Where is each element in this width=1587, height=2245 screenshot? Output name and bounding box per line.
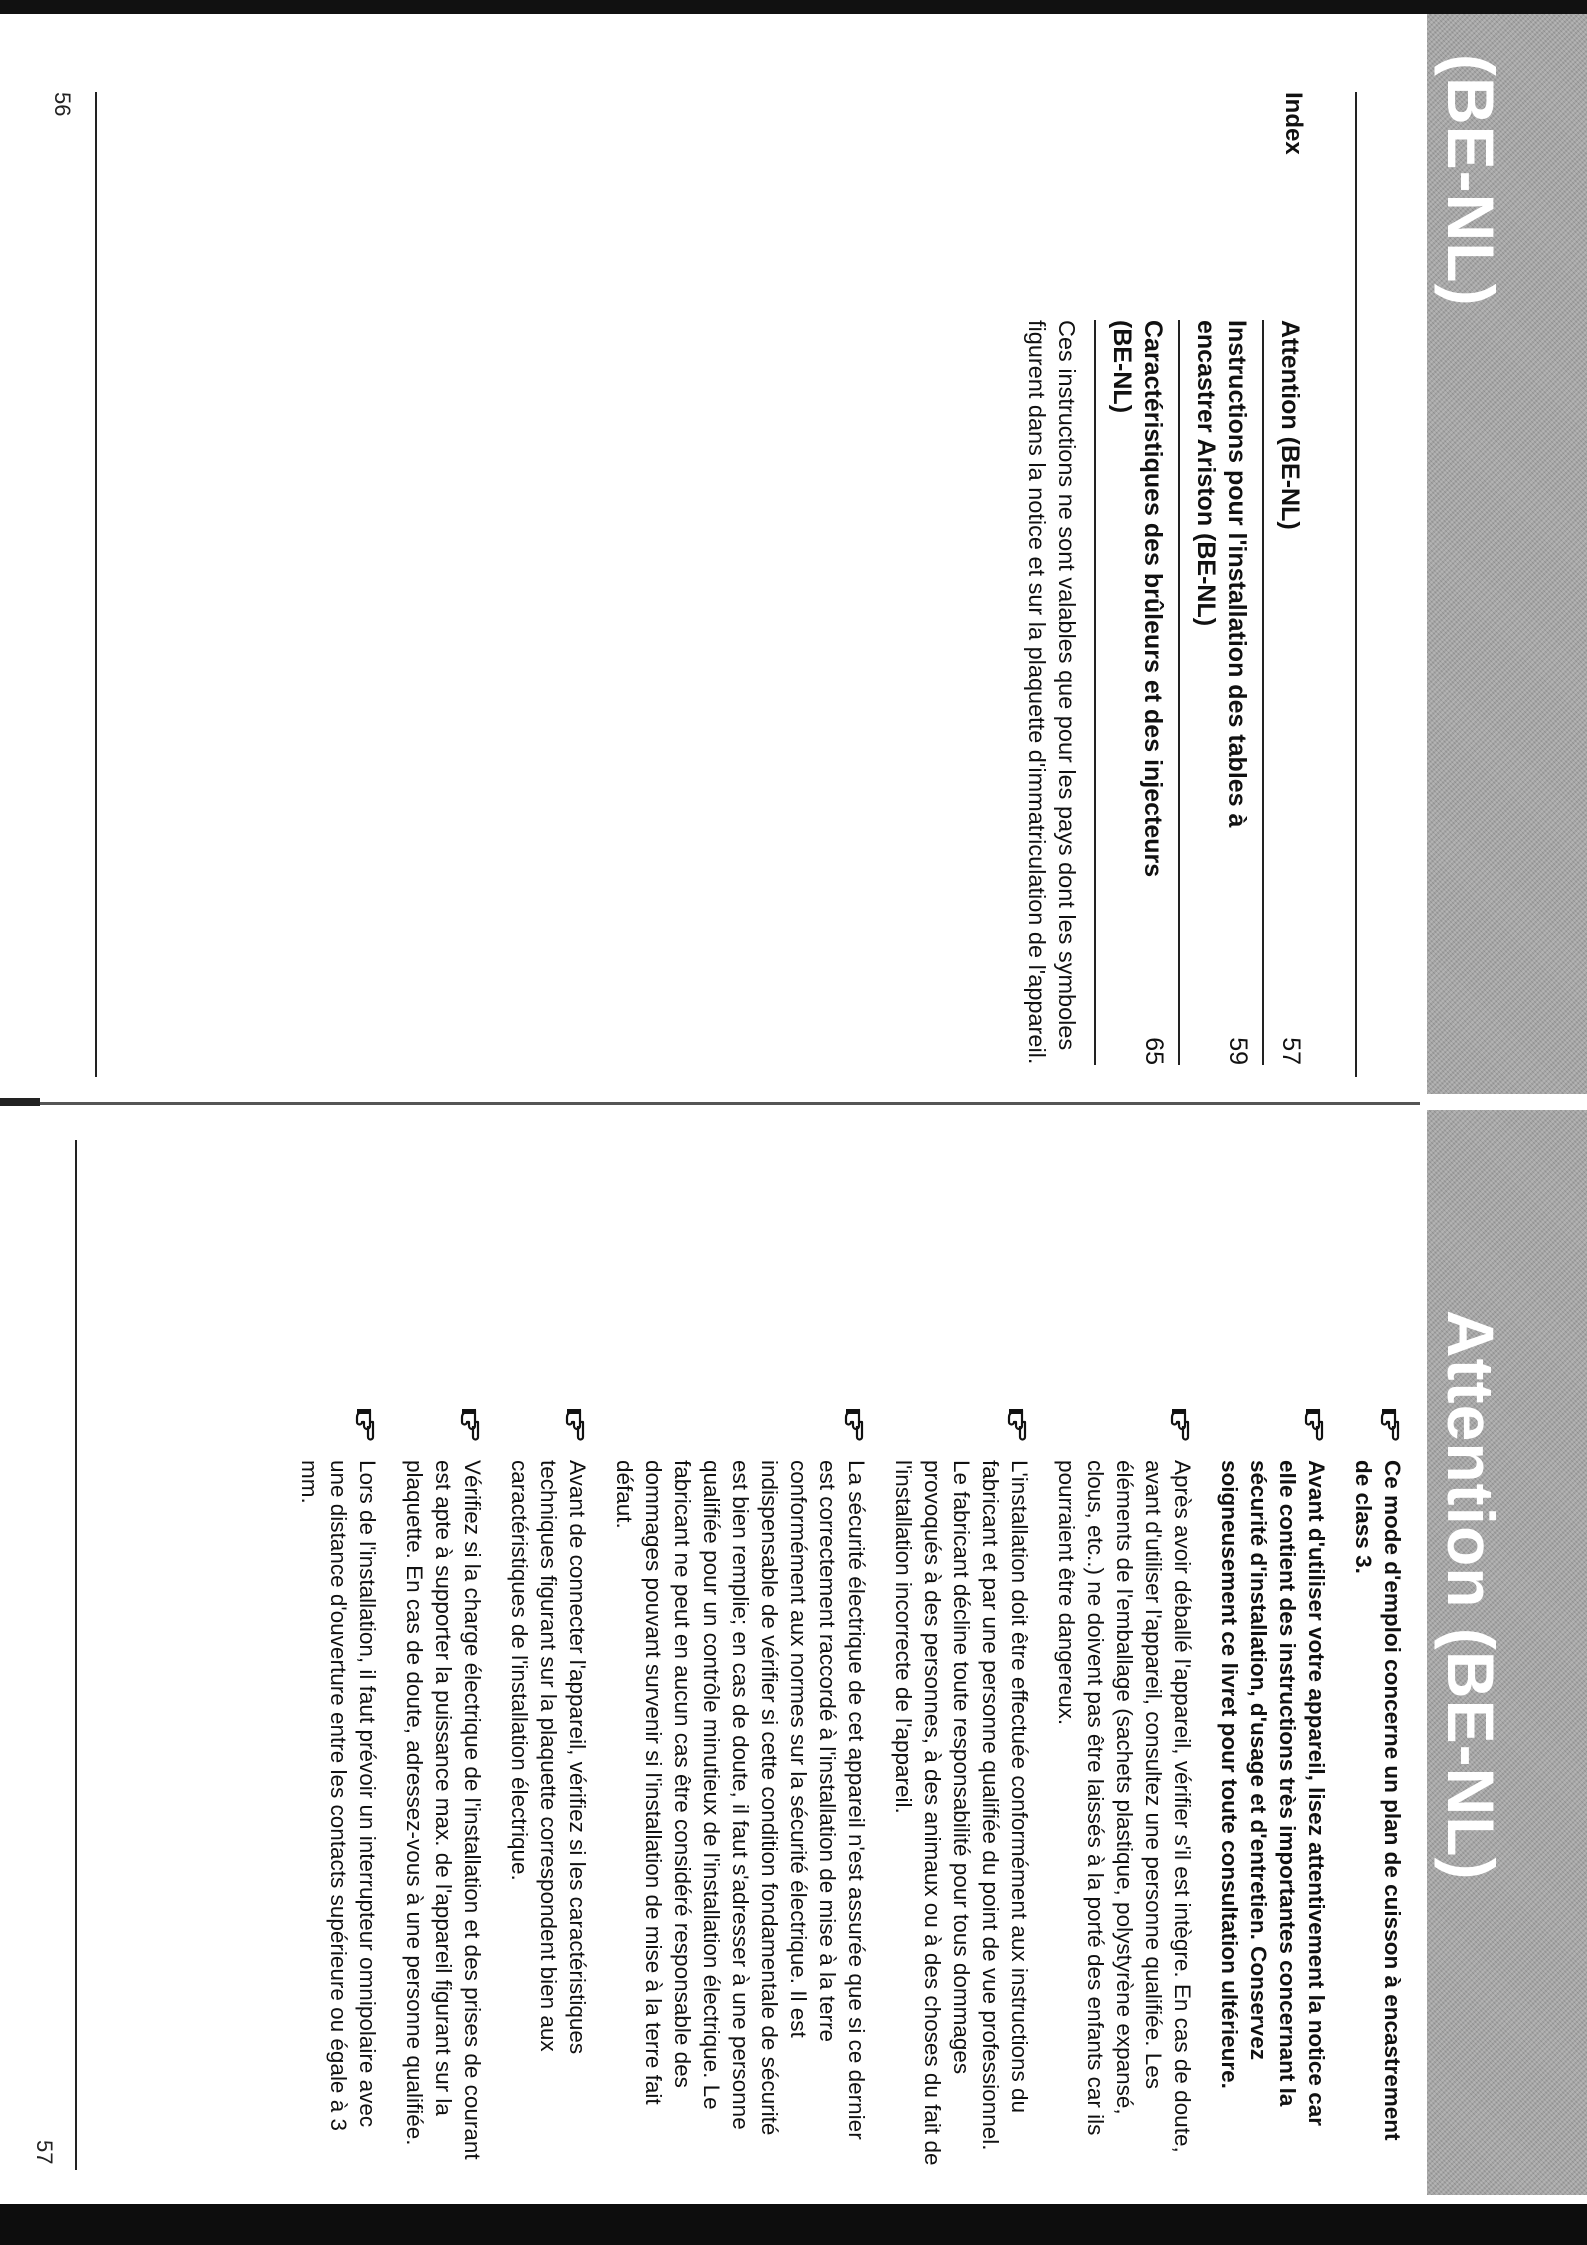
top-rule — [1355, 92, 1357, 1077]
page-fold-line — [0, 1102, 1420, 1105]
pointing-hand-icon — [562, 1408, 592, 1442]
header-band — [1427, 1110, 1587, 2195]
toc-entry-attention[interactable] — [1264, 320, 1315, 1065]
page-number: 56 — [50, 92, 75, 117]
pointing-hand-icon — [1377, 1408, 1407, 1442]
pointing-hand-icon — [841, 1408, 871, 1442]
list-item — [1349, 1408, 1407, 2168]
index-label: Index — [1280, 92, 1307, 155]
toc-entry-instructions[interactable] — [1180, 320, 1264, 1065]
list-item — [889, 1408, 1034, 2168]
toc-entry-page: 57 — [1277, 1037, 1305, 1065]
scan-edge-bottom — [0, 2204, 1587, 2245]
toc-entry-title: Caractéristiques des brûleurs et des injecteurs (BE-NL) — [1108, 320, 1167, 878]
page-57 — [0, 1110, 1587, 2195]
validity-note: Ces instructions ne sont valables que pour les pays dont les symboles figurent dans la notice et sur la plaquette d'immatriculation de l'appareil. — [1024, 320, 1080, 1065]
pointing-hand-icon — [352, 1408, 382, 1442]
header-title: Attention (BE-NL) — [1434, 1310, 1508, 1881]
list-item-text: Lors de l'installation, il faut prévoir un interrupteur omnipolaire avec une distance d'ouverture entre les contacts supérieure ou égale à 3 mm. — [297, 1460, 380, 2131]
scan-edge-top — [0, 0, 1587, 14]
list-item-text: Ce mode d'emploi concerne un plan de cuisson à encastrement de class 3. — [1351, 1460, 1405, 2141]
page-number: 57 — [32, 2140, 57, 2165]
toc-entry-title: Attention (BE-NL) — [1276, 320, 1304, 530]
list-item-text: La sécurité électrique de cet appareil n'est assurée que si ce dernier est correctement raccordé à l'installation de mise à la terre conformément aux normes sur la sécurité électrique. Il est indispensable de vérifier si cette condition fondamentale de sécurité est bien remplie; en cas de doute, il faut s'adresser à une personne qualifiée pour un contrôle minutieux de l'installation électrique. Le fabricant ne peut en aucun cas être considéré responsable des dommages pouvant survenir si l'installation de mise à la terre fait défaut. — [612, 1460, 869, 2140]
list-item — [400, 1408, 487, 2168]
toc-entry-page: 65 — [1140, 1037, 1168, 1065]
list-item-text: Après avoir déballé l'appareil, vérifier s'il est intègre. En cas de doute, avant d'utiliser l'appareil, consultez une personne qualifiée. Les éléments de l'emballage (sachets plastique, polystyrène expansé, clous, etc..) ne doivent pas être laissés à la porté des enfants car ils pourraient être dangereux. — [1054, 1460, 1195, 2153]
list-item — [610, 1408, 871, 2168]
list-item — [1215, 1408, 1331, 2168]
list-item-text: L'installation doit être effectuée conformément aux instructions du fabricant et par une personne qualifiée du point de vue professionnel. Le fabricant décline toute responsabilité pour tous dommages provoqués à des personnes, à des animaux ou à des choses du fait de l'installation incorrecte de l'appareil. — [891, 1460, 1032, 2166]
pointing-hand-icon — [457, 1408, 487, 1442]
toc-entry-title: Instructions pour l'installation des tables à encastrer Ariston (BE-NL) — [1192, 320, 1251, 828]
page-fold-mark — [0, 1098, 40, 1106]
list-item — [1052, 1408, 1197, 2168]
toc-entry-caracteristiques[interactable] — [1096, 320, 1180, 1065]
bottom-rule — [95, 92, 97, 1077]
pointing-hand-icon — [1301, 1408, 1331, 1442]
toc-entry-page: 59 — [1224, 1037, 1252, 1065]
bottom-rule — [75, 1140, 77, 2170]
list-item — [295, 1408, 382, 2168]
list-item-text: Avant de connecter l'appareil, vérifiez si les caractéristiques techniques figurant sur la plaquette correspondent bien aux caractéristiques de l'installation électrique. — [507, 1460, 590, 2055]
header-band — [1427, 14, 1587, 1094]
pointing-hand-icon — [1167, 1408, 1197, 1442]
header-title: (BE-NL) — [1434, 54, 1508, 307]
list-item-text: Avant d'utiliser votre appareil, lisez attentivement la notice car elle contient des instructions très importantes concernant la sécurité d'installation, d'usage et d'entretien. Conservez soigneusement ce livret pour toute consultation ultérieure. — [1217, 1460, 1329, 2126]
table-of-contents — [1094, 320, 1315, 1065]
page-56 — [0, 14, 1587, 1094]
safety-instructions-list — [277, 1408, 1407, 2168]
list-item — [505, 1408, 592, 2168]
pointing-hand-icon — [1004, 1408, 1034, 1442]
list-item-text: Vérifiez si la charge électrique de l'installation et des prises de courant est apte à supporter la puissance max. de l'appareil figurant sur la plaquette. En cas de doute, adressez-vous à une personne qualifiée. — [402, 1460, 485, 2160]
